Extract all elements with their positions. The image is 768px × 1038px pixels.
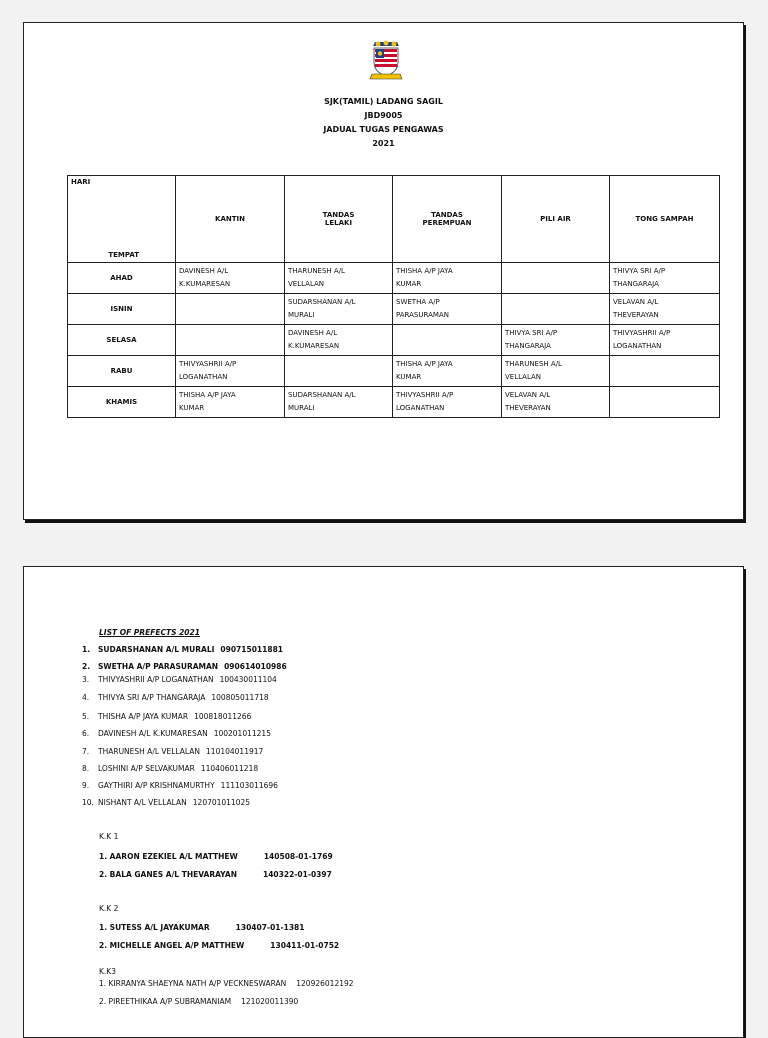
school-code: JBD9005 <box>364 111 403 120</box>
duty-row <box>68 356 720 387</box>
duty-table-body <box>68 263 720 418</box>
kk-member-id: 130407-01-1381 <box>235 923 305 932</box>
kk-group-title: K.K 1 <box>99 832 119 841</box>
prefect-number: 5. <box>82 712 90 721</box>
prefect-id: 100818011266 <box>194 712 252 721</box>
prefect-number: 2. <box>82 662 91 671</box>
prefect-name: NISHANT A/L VELLALAN <box>98 798 187 807</box>
duty-cell: THISHA A/P JAYA KUMAR <box>393 356 502 387</box>
duty-cell: THIVYASHRII A/P LOGANATHAN <box>393 387 502 418</box>
kk-member <box>99 997 298 1006</box>
prefect-item <box>82 712 251 721</box>
kk-group-title: K.K3 <box>99 967 116 976</box>
prefect-item <box>82 645 283 654</box>
kk-member-id: 130411-01-0752 <box>270 941 340 950</box>
column-header: TANDAS PEREMPUAN <box>393 176 502 263</box>
prefect-name: THIVYA SRI A/P THANGARAJA <box>98 693 206 702</box>
column-header: KANTIN <box>176 176 285 263</box>
prefect-name: SUDARSHANAN A/L MURALI <box>98 645 215 654</box>
duty-cell <box>285 356 393 387</box>
duty-cell: THIVYA SRI A/P THANGARAJA <box>610 263 720 294</box>
kk-member-id: 121020011390 <box>241 997 299 1006</box>
kk-member-id: 140322-01-0397 <box>262 870 332 879</box>
prefect-id: 100805011718 <box>211 693 269 702</box>
prefect-name: GAYTHIRI A/P KRISHNAMURTHY <box>98 781 215 790</box>
prefect-number: 6. <box>82 729 90 738</box>
prefect-item <box>82 798 250 807</box>
duty-cell <box>502 294 610 325</box>
duty-cell <box>176 294 285 325</box>
prefect-id: 100430011104 <box>219 675 277 684</box>
duty-cell: THISHA A/P JAYA KUMAR <box>176 387 285 418</box>
prefect-number: 4. <box>82 693 90 702</box>
prefect-id: 090614010986 <box>224 662 287 671</box>
prefect-item <box>82 675 277 684</box>
duty-cell: THISHA A/P JAYA KUMAR <box>393 263 502 294</box>
prefect-item <box>82 729 271 738</box>
prefect-number: 8. <box>82 764 90 773</box>
prefect-name: DAVINESH A/L K.KUMARESAN <box>98 729 208 738</box>
prefect-name: LOSHINI A/P SELVAKUMAR <box>98 764 195 773</box>
day-cell: ISNIN <box>68 294 176 325</box>
prefect-id: 110406011218 <box>200 764 259 773</box>
duty-cell: THARUNESH A/L VELLALAN <box>285 263 393 294</box>
kk-group-title: K.K 2 <box>99 904 119 913</box>
prefect-name: THISHA A/P JAYA KUMAR <box>98 712 189 721</box>
duty-cell: SUDARSHANAN A/L MURALI <box>285 387 393 418</box>
prefect-item <box>82 693 269 702</box>
duty-table-header-row <box>68 176 720 263</box>
kk-member-name: 2. MICHELLE ANGEL A/P MATTHEW <box>99 941 245 950</box>
prefect-item <box>82 662 287 671</box>
prefect-name: SWETHA A/P PARASURAMAN <box>98 662 219 671</box>
prefect-number: 3. <box>82 675 90 684</box>
corner-tempat-label: TEMPAT <box>108 251 139 259</box>
day-cell: SELASA <box>68 325 176 356</box>
prefect-number: 9. <box>82 781 90 790</box>
prefect-name: THIVYASHRII A/P LOGANATHAN <box>98 675 214 684</box>
column-header: TONG SAMPAH <box>610 176 720 263</box>
prefect-list-title: LIST OF PREFECTS 2021 <box>99 628 200 637</box>
prefect-id: 100201011215 <box>213 729 271 738</box>
duty-cell: THARUNESH A/L VELLALAN <box>502 356 610 387</box>
prefect-id: 120701011025 <box>192 798 251 807</box>
kk-member-name: 1. AARON EZEKIEL A/L MATTHEW <box>99 852 238 861</box>
duty-cell: THIVYA SRI A/P THANGARAJA <box>502 325 610 356</box>
prefect-id: 110104011917 <box>206 747 264 756</box>
column-header: TANDAS LELAKI <box>285 176 393 263</box>
kk-member <box>99 979 354 988</box>
duty-table <box>67 175 720 418</box>
corner-header <box>68 176 176 263</box>
duty-cell: SUDARSHANAN A/L MURALI <box>285 294 393 325</box>
prefect-number: 1. <box>82 645 91 654</box>
prefect-item <box>82 764 258 773</box>
document-year: 2021 <box>372 139 395 148</box>
duty-cell: DAVINESH A/L K.KUMARESAN <box>176 263 285 294</box>
duty-cell <box>610 356 720 387</box>
prefect-number: 7. <box>82 747 90 756</box>
day-cell: RABU <box>68 356 176 387</box>
duty-cell: VELAVAN A/L THEVERAYAN <box>610 294 720 325</box>
day-cell: AHAD <box>68 263 176 294</box>
duty-cell: VELAVAN A/L THEVERAYAN <box>502 387 610 418</box>
kk-member-name: 2. BALA GANES A/L THEVARAYAN <box>99 870 237 879</box>
corner-hari-label: HARI <box>71 178 91 186</box>
duty-row <box>68 387 720 418</box>
duty-row <box>68 263 720 294</box>
prefect-item <box>82 747 263 756</box>
column-header: PILI AIR <box>502 176 610 263</box>
duty-row <box>68 294 720 325</box>
prefect-item <box>82 781 278 790</box>
duty-cell: DAVINESH A/L K.KUMARESAN <box>285 325 393 356</box>
kk-member-name: 1. SUTESS A/L JAYAKUMAR <box>99 923 210 932</box>
duty-cell <box>176 325 285 356</box>
duty-row <box>68 325 720 356</box>
school-crest-icon <box>369 38 403 82</box>
duty-cell <box>502 263 610 294</box>
day-cell: KHAMIS <box>68 387 176 418</box>
prefect-number: 10. <box>82 798 94 807</box>
page-prefect-list <box>23 566 744 1038</box>
duty-cell: THIVYASHRII A/P LOGANATHAN <box>176 356 285 387</box>
duty-cell <box>610 387 720 418</box>
duty-cell <box>393 325 502 356</box>
kk-member <box>99 870 332 879</box>
kk-member-id: 120926012192 <box>296 979 354 988</box>
kk-member-name: 2. PIREETHIKAA A/P SUBRAMANIAM <box>99 997 232 1006</box>
kk-member-id: 140508-01-1769 <box>263 852 333 861</box>
kk-member <box>99 941 339 950</box>
duty-cell: SWETHA A/P PARASURAMAN <box>393 294 502 325</box>
kk-member <box>99 923 305 932</box>
kk-member <box>99 852 333 861</box>
school-name: SJK(TAMIL) LADANG SAGIL <box>324 97 443 106</box>
duty-cell: THIVYASHRII A/P LOGANATHAN <box>610 325 720 356</box>
prefect-name: THARUNESH A/L VELLALAN <box>98 747 201 756</box>
page-duty-roster <box>23 22 744 520</box>
document-title: JADUAL TUGAS PENGAWAS <box>323 125 444 134</box>
prefect-id: 111103011696 <box>220 781 278 790</box>
prefect-id: 090715011881 <box>220 645 284 654</box>
kk-member-name: 1. KIRRANYA SHAEYNA NATH A/P VECKNESWARAN <box>99 979 287 988</box>
